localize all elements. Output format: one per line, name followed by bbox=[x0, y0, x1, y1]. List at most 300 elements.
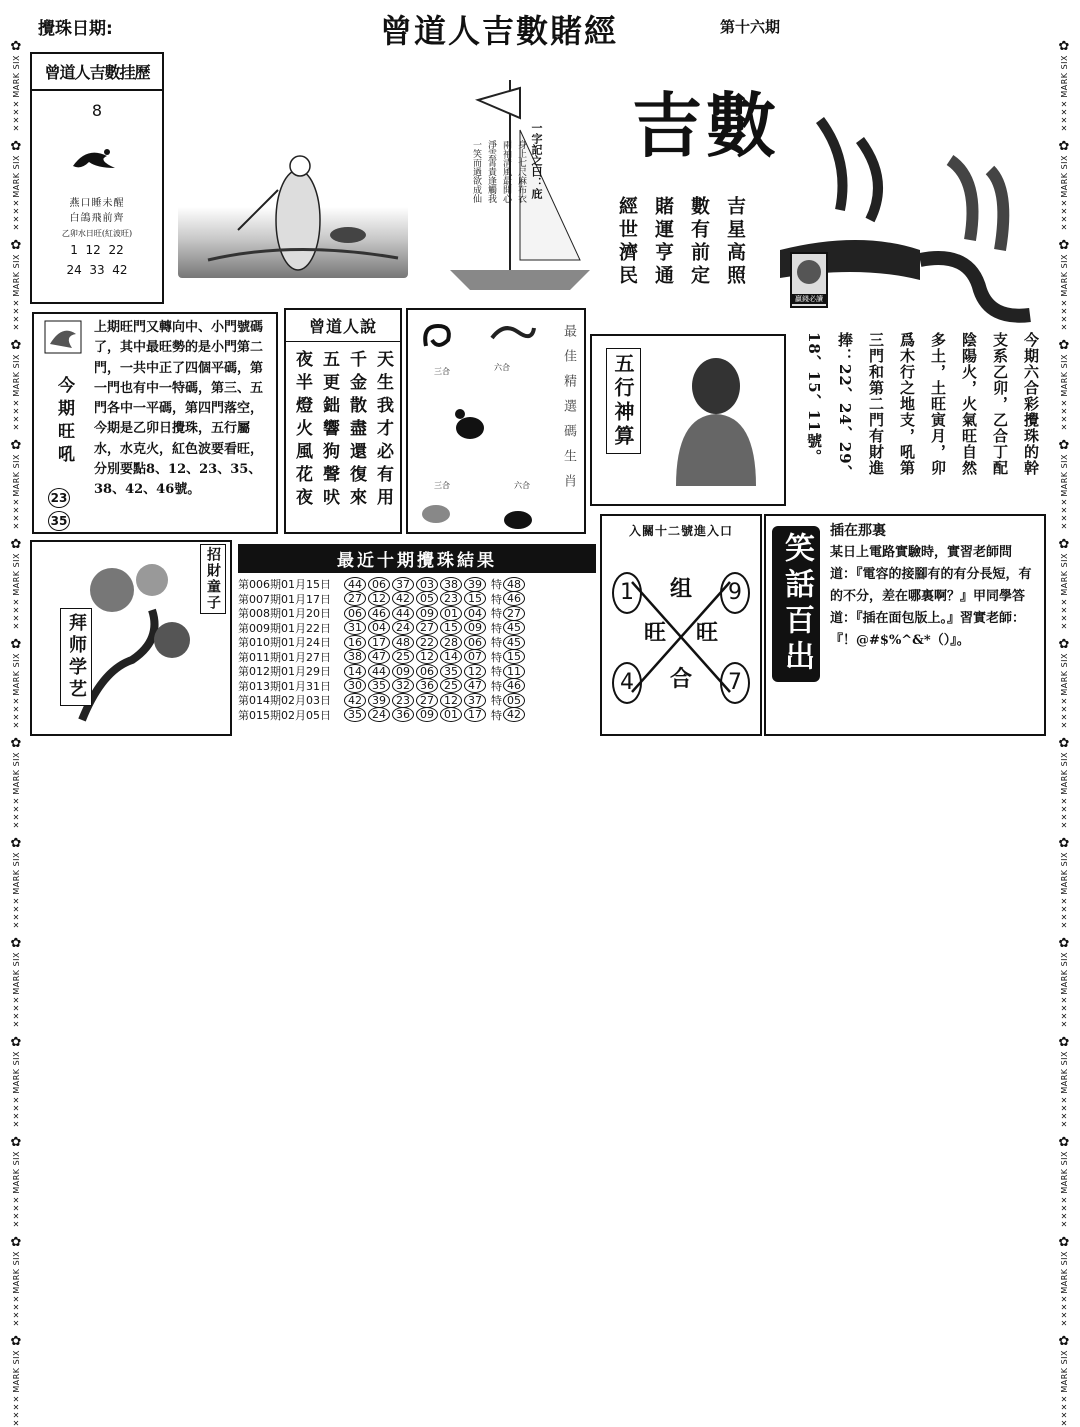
result-number: 44 bbox=[392, 606, 414, 621]
flower-icon: ✿ bbox=[1058, 836, 1070, 852]
strip-unit bbox=[11, 140, 22, 232]
zodiac-label: 三合 bbox=[434, 367, 450, 376]
result-number: 35 bbox=[440, 664, 462, 679]
strip-unit bbox=[1059, 1036, 1070, 1128]
title-brush-art bbox=[800, 100, 1040, 340]
result-period: 第011期01月27日 bbox=[238, 650, 331, 664]
mark-six-label: MARK SIX bbox=[11, 1350, 21, 1393]
result-numbers bbox=[343, 678, 487, 693]
result-number: 36 bbox=[416, 678, 438, 693]
analysis-right-col: 爲木行之地支，吼第 bbox=[898, 332, 916, 476]
left-decor-strip bbox=[8, 39, 24, 1427]
mark-six-label: MARK SIX bbox=[1059, 652, 1069, 696]
strip-unit bbox=[1059, 140, 1070, 232]
result-number: 32 bbox=[392, 678, 414, 693]
result-number: 09 bbox=[392, 664, 414, 679]
flower-icon: ✿ bbox=[10, 935, 22, 951]
jokes-body: 某日上電路實驗時，實習老師問道：『電容的接腳有的有分長短，有的不分，差在哪裏啊？』甲同學答道：『插在面包版上。』習實老師：『！@#$%^&*（）』。 bbox=[830, 545, 1032, 648]
strip-unit bbox=[1059, 638, 1070, 730]
analysis-right-col: 支系乙卯，乙合丁配 bbox=[991, 332, 1009, 476]
result-number: 01 bbox=[440, 707, 462, 722]
strip-unit bbox=[1059, 937, 1070, 1029]
history-caption-2: 白鴿飛前齊 bbox=[69, 213, 125, 224]
cross-marks: ✕✕✕✕ bbox=[11, 298, 21, 331]
result-number: 04 bbox=[464, 606, 486, 621]
special-label: 特 bbox=[491, 679, 502, 693]
poem-column: 吉星高照 bbox=[724, 196, 746, 288]
history-nums-1: 1 12 22 bbox=[70, 243, 124, 257]
result-number: 35 bbox=[368, 678, 390, 693]
special-number: 05 bbox=[503, 693, 525, 708]
says-title: 曾道人說 bbox=[286, 310, 400, 342]
result-row bbox=[238, 606, 596, 621]
flower-icon: ✿ bbox=[10, 138, 22, 154]
mark-six-label: MARK SIX bbox=[1059, 1250, 1069, 1294]
result-period: 第014期02月03日 bbox=[238, 694, 331, 708]
cross-marks: ✕✕✕✕ bbox=[1059, 896, 1069, 929]
result-number: 24 bbox=[368, 707, 390, 722]
flower-icon: ✿ bbox=[1058, 1135, 1070, 1151]
result-numbers bbox=[343, 649, 487, 664]
mark-six-label: MARK SIX bbox=[11, 154, 21, 198]
cross-marks: ✕✕✕✕ bbox=[11, 896, 21, 929]
special-label: 特 bbox=[491, 650, 502, 664]
bird-icon bbox=[44, 320, 82, 354]
flower-icon: ✿ bbox=[10, 1035, 22, 1051]
flower-icon: ✿ bbox=[10, 1234, 22, 1250]
result-number: 47 bbox=[368, 649, 390, 664]
zodiac-label: 六合 bbox=[494, 363, 510, 372]
strip-unit bbox=[11, 40, 22, 132]
strip-unit bbox=[1059, 439, 1070, 531]
result-number: 27 bbox=[344, 591, 366, 606]
strip-unit bbox=[1059, 1335, 1070, 1427]
result-number: 25 bbox=[392, 649, 414, 664]
flower-icon: ✿ bbox=[10, 337, 22, 353]
result-number: 36 bbox=[392, 707, 414, 722]
badge-box bbox=[790, 252, 828, 308]
baishi-label: 拜师学艺 bbox=[60, 608, 92, 706]
special-label: 特 bbox=[491, 708, 502, 722]
mark-six-label: MARK SIX bbox=[11, 1151, 21, 1194]
issue-number: 第十六期 bbox=[720, 18, 781, 36]
boat-poem-line: 兩袖清風最開心 bbox=[501, 140, 511, 203]
result-number: 28 bbox=[440, 635, 462, 650]
deity-illustration bbox=[656, 346, 776, 496]
result-number: 01 bbox=[440, 606, 462, 621]
goat-icon bbox=[416, 498, 456, 528]
special-number: 48 bbox=[503, 577, 525, 592]
strip-unit bbox=[11, 538, 22, 630]
result-row bbox=[238, 635, 596, 650]
mark-six-label: MARK SIX bbox=[1059, 55, 1069, 98]
mark-six-label: MARK SIX bbox=[11, 55, 21, 98]
cross-marks: ✕✕✕✕ bbox=[11, 1295, 21, 1328]
result-numbers bbox=[343, 606, 487, 621]
mark-six-label: MARK SIX bbox=[1059, 453, 1069, 497]
result-numbers bbox=[343, 707, 487, 722]
special-label: 特 bbox=[491, 578, 502, 592]
mark-six-label: MARK SIX bbox=[1059, 951, 1069, 995]
cross-marks: ✕✕✕✕ bbox=[11, 1096, 21, 1129]
result-number: 15 bbox=[464, 591, 486, 606]
result-number: 42 bbox=[392, 591, 414, 606]
flower-icon: ✿ bbox=[10, 238, 22, 254]
special-label: 特 bbox=[491, 636, 502, 650]
rooster-icon bbox=[450, 402, 490, 446]
result-number: 38 bbox=[440, 577, 462, 592]
badge-label: 贏錢必讀 bbox=[792, 294, 826, 304]
mark-six-label: MARK SIX bbox=[1059, 353, 1069, 397]
cross-marks: ✕✕✕✕ bbox=[11, 1394, 21, 1427]
result-period: 第010期01月24日 bbox=[238, 636, 331, 650]
result-number: 06 bbox=[464, 635, 486, 650]
big-title: 吉數 bbox=[632, 84, 780, 167]
mark-six-label: MARK SIX bbox=[11, 254, 21, 297]
boat-poem-title: 一字記之曰：庇 bbox=[530, 122, 543, 199]
flower-icon: ✿ bbox=[1058, 437, 1070, 453]
mark-six-label: MARK SIX bbox=[11, 353, 21, 397]
mark-six-label: MARK SIX bbox=[1059, 1151, 1069, 1194]
mark-six-label: MARK SIX bbox=[1059, 1350, 1069, 1393]
flower-icon: ✿ bbox=[1058, 537, 1070, 553]
result-number: 12 bbox=[416, 649, 438, 664]
result-number: 17 bbox=[464, 707, 486, 722]
flower-icon: ✿ bbox=[10, 437, 22, 453]
diagram-center: 旺 bbox=[644, 620, 667, 646]
result-row bbox=[238, 679, 596, 694]
flower-icon: ✿ bbox=[1058, 337, 1070, 353]
result-row bbox=[238, 693, 596, 708]
mark-six-label: MARK SIX bbox=[1059, 852, 1069, 895]
cross-marks: ✕✕✕✕ bbox=[11, 498, 21, 531]
result-number: 38 bbox=[344, 649, 366, 664]
analysis-right-col: 多土，土旺寅月，卯 bbox=[929, 332, 947, 476]
mark-six-label: MARK SIX bbox=[11, 652, 21, 696]
boat-poem bbox=[470, 140, 528, 203]
strip-unit bbox=[11, 1236, 22, 1328]
wuxing-title: 五行神算 bbox=[606, 348, 641, 454]
result-row bbox=[238, 577, 596, 592]
strip-unit bbox=[1059, 1236, 1070, 1328]
strip-unit bbox=[11, 837, 22, 929]
result-number: 04 bbox=[368, 620, 390, 635]
result-number: 27 bbox=[416, 620, 438, 635]
special-number: 42 bbox=[503, 707, 525, 722]
result-number: 44 bbox=[368, 664, 390, 679]
history-caption-1: 燕口睡未醒 bbox=[69, 198, 125, 209]
strip-unit bbox=[1059, 1136, 1070, 1228]
result-number: 39 bbox=[464, 577, 486, 592]
result-numbers bbox=[343, 577, 487, 592]
special-label: 特 bbox=[491, 592, 502, 606]
strip-unit bbox=[1059, 239, 1070, 331]
cross-marks: ✕✕✕✕ bbox=[11, 398, 21, 431]
cross-marks: ✕✕✕✕ bbox=[1059, 1195, 1069, 1228]
mark-six-label: MARK SIX bbox=[1059, 154, 1069, 198]
result-period: 第009期01月22日 bbox=[238, 621, 331, 635]
result-number: 44 bbox=[344, 577, 366, 592]
special-number: 27 bbox=[503, 606, 525, 621]
history-caption-3: 乙卯水日旺(紅波旺) bbox=[61, 229, 133, 238]
result-number: 07 bbox=[464, 649, 486, 664]
says-column: 夜半燈火風花夜 bbox=[292, 350, 312, 511]
strip-unit bbox=[1059, 40, 1070, 132]
result-number: 15 bbox=[440, 620, 462, 635]
special-number: 45 bbox=[503, 635, 525, 650]
flower-icon: ✿ bbox=[1058, 736, 1070, 752]
zhaocai-label: 招財童子 bbox=[200, 544, 226, 614]
poem-column: 經世濟民 bbox=[616, 196, 638, 288]
strip-unit bbox=[11, 1335, 22, 1427]
mark-six-label: MARK SIX bbox=[1059, 553, 1069, 596]
result-number: 24 bbox=[392, 620, 414, 635]
strip-unit bbox=[11, 339, 22, 431]
number-diagram bbox=[600, 514, 762, 736]
cross-marks: ✕✕✕✕ bbox=[11, 597, 21, 630]
result-number: 37 bbox=[464, 693, 486, 708]
results-title: 最近十期攪珠結果 bbox=[238, 544, 596, 573]
result-number: 03 bbox=[416, 577, 438, 592]
result-number: 09 bbox=[416, 707, 438, 722]
cross-marks: ✕✕✕✕ bbox=[11, 99, 21, 132]
strip-unit bbox=[11, 1036, 22, 1128]
cross-marks: ✕✕✕✕ bbox=[1059, 498, 1069, 531]
result-number: 17 bbox=[368, 635, 390, 650]
result-period: 第008期01月20日 bbox=[238, 607, 331, 621]
zodiac-label: 三合 bbox=[434, 481, 450, 490]
result-number: 14 bbox=[440, 649, 462, 664]
special-label: 特 bbox=[491, 694, 502, 708]
special-number: 45 bbox=[503, 620, 525, 635]
result-number: 05 bbox=[416, 591, 438, 606]
boat-poem-line: 身上七尺麻布衣 bbox=[516, 140, 526, 203]
mark-six-label: MARK SIX bbox=[11, 852, 21, 895]
says-columns bbox=[286, 350, 400, 511]
cross-marks: ✕✕✕✕ bbox=[1059, 298, 1069, 331]
results-section bbox=[238, 544, 596, 734]
result-number: 22 bbox=[416, 635, 438, 650]
result-number: 47 bbox=[464, 678, 486, 693]
analysis-side-label: 今期旺吼 bbox=[54, 376, 74, 468]
results-rows bbox=[238, 577, 596, 722]
special-number: 15 bbox=[503, 649, 525, 664]
flower-icon: ✿ bbox=[1058, 935, 1070, 951]
flower-icon: ✿ bbox=[1058, 1334, 1070, 1350]
mark-six-label: MARK SIX bbox=[11, 752, 21, 796]
cross-marks: ✕✕✕✕ bbox=[1059, 996, 1069, 1029]
analysis-text: 上期旺門又轉向中、小門號碼了，其中最旺勢的是小門第二門，一共中正了四個平碼，第一門也有中一特碼，第三、五門各中一平碼，第四門落空，今期是乙卯日攪珠，五行屬水，水克火，紅色波要看旺，分別要點8、12、23、35、38、42、46號。 bbox=[94, 320, 264, 498]
result-number: 30 bbox=[344, 678, 366, 693]
boat-poem-line: 一笑而過欲成仙 bbox=[471, 140, 481, 203]
cross-marks: ✕✕✕✕ bbox=[1059, 199, 1069, 232]
result-number: 12 bbox=[464, 664, 486, 679]
rabbit-icon bbox=[498, 502, 538, 532]
flower-icon: ✿ bbox=[10, 1334, 22, 1350]
result-number: 35 bbox=[344, 707, 366, 722]
analysis-right-col: 18、15、11號。 bbox=[805, 332, 823, 465]
result-number: 48 bbox=[392, 635, 414, 650]
cross-marks: ✕✕✕✕ bbox=[1059, 697, 1069, 730]
history-box bbox=[30, 52, 164, 304]
analysis-circle-num: 23 bbox=[48, 488, 70, 508]
diagram-corner: 7 bbox=[720, 662, 750, 704]
diagram-center: 合 bbox=[670, 666, 693, 692]
flower-icon: ✿ bbox=[10, 537, 22, 553]
analysis-circle-num: 35 bbox=[48, 511, 70, 531]
result-period: 第013期01月31日 bbox=[238, 679, 331, 693]
result-row bbox=[238, 650, 596, 665]
cross-marks: ✕✕✕✕ bbox=[1059, 1096, 1069, 1129]
diagram-corner: 1 bbox=[612, 572, 642, 614]
diagram-center: 组 bbox=[670, 576, 693, 602]
flower-icon: ✿ bbox=[1058, 636, 1070, 652]
cross-marks: ✕✕✕✕ bbox=[1059, 398, 1069, 431]
result-number: 23 bbox=[440, 591, 462, 606]
flower-icon: ✿ bbox=[1058, 39, 1070, 54]
result-number: 06 bbox=[416, 664, 438, 679]
poem-column: 數有前定 bbox=[688, 196, 710, 288]
poem-grid bbox=[612, 196, 750, 288]
strip-unit bbox=[11, 239, 22, 331]
cross-marks: ✕✕✕✕ bbox=[1059, 99, 1069, 132]
result-row bbox=[238, 708, 596, 723]
result-row bbox=[238, 664, 596, 679]
analysis-left-box bbox=[32, 312, 278, 534]
boat-poem-line: 淨雲霄貴逢觸我 bbox=[486, 140, 496, 203]
cross-marks: ✕✕✕✕ bbox=[11, 697, 21, 730]
result-period: 第007期01月17日 bbox=[238, 592, 331, 606]
mark-six-label: MARK SIX bbox=[11, 1250, 21, 1294]
flower-icon: ✿ bbox=[10, 636, 22, 652]
diagram-center: 旺 bbox=[696, 620, 719, 646]
says-column: 五更鈯響狗聲吠 bbox=[319, 350, 339, 511]
cross-marks: ✕✕✕✕ bbox=[11, 199, 21, 232]
flower-icon: ✿ bbox=[10, 836, 22, 852]
result-number: 06 bbox=[344, 606, 366, 621]
special-label: 特 bbox=[491, 665, 502, 679]
result-number: 14 bbox=[344, 664, 366, 679]
result-numbers bbox=[343, 693, 487, 708]
poem-column: 賭運亨通 bbox=[652, 196, 674, 288]
result-row bbox=[238, 592, 596, 607]
flower-icon: ✿ bbox=[10, 736, 22, 752]
flower-icon: ✿ bbox=[1058, 1234, 1070, 1250]
wuxing-box bbox=[590, 334, 786, 506]
jokes-heading: 插在那裏 bbox=[830, 523, 886, 539]
draw-date-label: 攪珠日期: bbox=[38, 19, 113, 39]
analysis-right-col: 捧：22、24、29、 bbox=[836, 332, 854, 481]
result-period: 第012期01月29日 bbox=[238, 665, 331, 679]
result-numbers bbox=[343, 664, 487, 679]
cross-marks: ✕✕✕✕ bbox=[11, 996, 21, 1029]
result-number: 09 bbox=[416, 606, 438, 621]
dragon-icon bbox=[488, 318, 538, 354]
says-column: 天生我才必有用 bbox=[373, 350, 393, 511]
strip-unit bbox=[11, 1136, 22, 1228]
zodiac-side-text: 最佳精選碼生肖 bbox=[561, 324, 576, 499]
cross-marks: ✕✕✕✕ bbox=[1059, 797, 1069, 830]
flower-icon: ✿ bbox=[1058, 1035, 1070, 1051]
history-box-title: 曾道人吉數挂歷 bbox=[32, 54, 162, 91]
mark-six-label: MARK SIX bbox=[11, 553, 21, 596]
result-number: 42 bbox=[344, 693, 366, 708]
flower-icon: ✿ bbox=[1058, 138, 1070, 154]
mark-six-label: MARK SIX bbox=[11, 1051, 21, 1095]
paper-title: 曾道人吉數賭經 bbox=[380, 12, 619, 50]
cross-marks: ✕✕✕✕ bbox=[1059, 597, 1069, 630]
diagram-corner: 4 bbox=[612, 662, 642, 704]
swallow-illustration bbox=[67, 138, 127, 178]
mark-six-label: MARK SIX bbox=[1059, 254, 1069, 297]
strip-unit bbox=[11, 937, 22, 1029]
right-decor-strip bbox=[1056, 39, 1072, 1427]
strip-unit bbox=[11, 638, 22, 730]
result-number: 27 bbox=[416, 693, 438, 708]
result-number: 37 bbox=[392, 577, 414, 592]
cross-marks: ✕✕✕✕ bbox=[1059, 1394, 1069, 1427]
analysis-right-col: 陰陽火，火氣旺自然 bbox=[960, 332, 978, 476]
snake-icon bbox=[418, 316, 458, 356]
strip-unit bbox=[1059, 339, 1070, 431]
jokes-box bbox=[764, 514, 1046, 736]
result-period: 第015期02月05日 bbox=[238, 708, 331, 722]
result-number: 06 bbox=[368, 577, 390, 592]
result-number: 12 bbox=[368, 591, 390, 606]
scholar-illustration bbox=[178, 120, 408, 278]
flower-icon: ✿ bbox=[10, 1135, 22, 1151]
result-number: 12 bbox=[440, 693, 462, 708]
cross-marks: ✕✕✕✕ bbox=[11, 797, 21, 830]
analysis-right bbox=[792, 332, 1042, 502]
mark-six-label: MARK SIX bbox=[11, 453, 21, 497]
apprentice-box bbox=[30, 540, 232, 736]
result-number: 31 bbox=[344, 620, 366, 635]
result-numbers bbox=[343, 635, 487, 650]
strip-unit bbox=[11, 737, 22, 829]
flower-icon: ✿ bbox=[1058, 238, 1070, 254]
special-label: 特 bbox=[491, 607, 502, 621]
result-numbers bbox=[343, 620, 487, 635]
result-number: 46 bbox=[368, 606, 390, 621]
result-numbers bbox=[343, 591, 487, 606]
cross-marks: ✕✕✕✕ bbox=[11, 1195, 21, 1228]
result-number: 25 bbox=[440, 678, 462, 693]
history-nums-2: 24 33 42 bbox=[66, 263, 128, 277]
strip-unit bbox=[1059, 737, 1070, 829]
jokes-title: 笑話百出 bbox=[772, 526, 820, 682]
mark-six-label: MARK SIX bbox=[1059, 1051, 1069, 1095]
special-label: 特 bbox=[491, 621, 502, 635]
special-number: 46 bbox=[503, 678, 525, 693]
analysis-right-col: 今期六合彩攪珠的幹 bbox=[1022, 332, 1040, 476]
special-number: 11 bbox=[503, 664, 525, 679]
analysis-right-col: 三門和第二門有財進 bbox=[867, 332, 885, 476]
zodiac-label: 六合 bbox=[514, 481, 530, 490]
mark-six-label: MARK SIX bbox=[11, 951, 21, 995]
zodiac-box bbox=[406, 308, 586, 534]
strip-unit bbox=[1059, 538, 1070, 630]
says-column: 千金散盡還復來 bbox=[346, 350, 366, 511]
flower-icon: ✿ bbox=[10, 39, 22, 54]
result-number: 39 bbox=[368, 693, 390, 708]
result-row bbox=[238, 621, 596, 636]
mark-six-label: MARK SIX bbox=[1059, 752, 1069, 796]
result-number: 23 bbox=[392, 693, 414, 708]
says-box bbox=[284, 308, 402, 534]
result-number: 09 bbox=[464, 620, 486, 635]
diagram-corner: 9 bbox=[720, 572, 750, 614]
